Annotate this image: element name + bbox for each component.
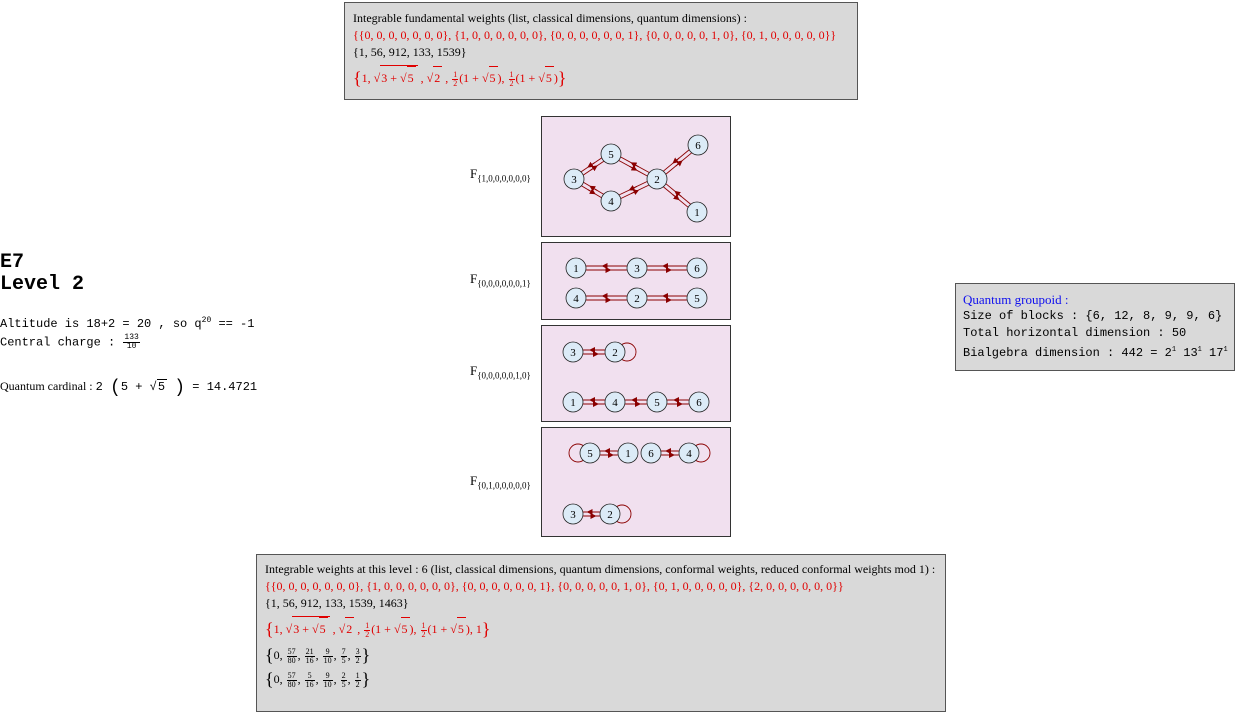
edge-3-4	[582, 186, 602, 198]
edge-2-1	[666, 184, 691, 204]
edge-2-6	[666, 153, 692, 174]
conformal-fraction: $\frac{3}{2}$	[355, 646, 360, 665]
fusion-graph-panel-3	[541, 325, 731, 422]
reduced-fraction: $\frac{2}{5}$	[341, 670, 346, 689]
groupoid-title: Quantum groupoid :	[963, 292, 1069, 307]
node-label-2: 2	[654, 174, 660, 186]
fundamental-classical-dims: {1, 56, 912, 133, 1539}	[353, 45, 467, 59]
reduced-fraction: $\frac{57}{80}$	[287, 670, 296, 689]
node-label-5: 5	[654, 397, 660, 409]
integrable-quantum-dims: {1, √3 + √5 , √2 , $\frac{1}{2}$ (1 + √5 ), $\frac{1}{2}$ (1 + √5 ), 1}	[265, 616, 945, 640]
node-label-4: 4	[573, 293, 579, 305]
fusion-graph-1	[542, 117, 732, 238]
integrable-weights-title: Integrable weights at this level : 6 (list, classical dimensions, quantum dimensions, conformal weights, reduced conformal weights mod 1) :	[265, 562, 936, 576]
fusion-label-2: $F_{\{0,0,0,0,0,0,1\}}$	[470, 271, 531, 289]
conformal-fraction: $\frac{9}{10}$	[323, 646, 332, 665]
fundamental-weights-list: {{0, 0, 0, 0, 0, 0, 0}, {1, 0, 0, 0, 0, 0, 0}, {0, 0, 0, 0, 0, 0, 1}, {0, 0, 0, 0, 0, 1, 0}, {0, 1, 0, 0, 0, 0, 0}}	[353, 28, 837, 42]
node-label-1: 1	[570, 397, 576, 409]
node-label-3: 3	[570, 509, 576, 521]
node-label-2: 2	[607, 509, 613, 521]
fusion-graph-4	[542, 428, 732, 538]
fundamental-weights-box	[344, 2, 858, 100]
conformal-fraction: $\frac{57}{80}$	[287, 646, 296, 665]
fusion-label-1: $F_{\{1,0,0,0,0,0,0\}}$	[470, 166, 531, 184]
node-label-4: 4	[608, 196, 614, 208]
blocks-size: Size of blocks : {6, 12, 8, 9, 9, 6}	[963, 309, 1223, 323]
node-label-5: 5	[587, 448, 593, 460]
conformal-weights: {0, $\frac{57}{80}$ , $\frac{21}{16}$ , $\frac{9}{10}$ , $\frac{7}{5}$ , $\frac{3}{2}$ }	[265, 645, 371, 665]
integrable-weights-box	[256, 554, 946, 712]
edge-5-2	[621, 157, 649, 172]
fusion-label-4: $F_{\{0,1,0,0,0,0,0\}}$	[470, 473, 531, 491]
edge-3-4	[584, 182, 604, 194]
central-charge-line: Central charge : $\frac{133}{10}$	[0, 333, 139, 351]
fundamental-weights-title: Integrable fundamental weights (list, classical dimensions, quantum dimensions) :	[353, 11, 747, 25]
node-label-4: 4	[686, 448, 692, 460]
edge-5-2	[619, 161, 647, 176]
altitude-line: Altitude is 18+2 = 20 , so $q^{20} == -1$	[0, 316, 255, 331]
node-label-4: 4	[612, 397, 618, 409]
node-label-1: 1	[694, 207, 700, 219]
node-label-3: 3	[571, 174, 577, 186]
integrable-classical-dims: {1, 56, 912, 133, 1539, 1463}	[265, 596, 409, 610]
conformal-fraction: $\frac{21}{16}$	[305, 646, 314, 665]
node-label-5: 5	[608, 149, 614, 161]
reduced-fraction: $\frac{5}{16}$	[305, 670, 314, 689]
fusion-graph-panel-4	[541, 427, 731, 537]
reduced-fraction: $\frac{9}{10}$	[323, 670, 332, 689]
node-label-6: 6	[694, 263, 700, 275]
edge-2-6	[663, 150, 689, 171]
integrable-weights-list: {{0, 0, 0, 0, 0, 0, 0}, {1, 0, 0, 0, 0, 0, 0}, {0, 0, 0, 0, 0, 0, 1}, {0, 0, 0, 0, 0, 1, 0}, {0, 1, 0, 0, 0, 0, 0}, {2, 0, 0, 0, 0, 0, 0}}	[265, 579, 844, 593]
node-label-2: 2	[634, 293, 640, 305]
conformal-fractions: $\frac{57}{80}$ , $\frac{21}{16}$ , $\frac{9}{10}$ , $\frac{7}{5}$ , $\frac{3}{2}$	[287, 646, 360, 665]
fundamental-quantum-dims: {1, √3 + √5 , √2 , $\frac{1}{2}$ (1 + √5 ), $\frac{1}{2}$ (1 + √5 )}	[353, 65, 857, 89]
level-label: Level 2	[0, 273, 85, 296]
node-label-6: 6	[695, 140, 701, 152]
group-name: E7	[0, 251, 25, 274]
conformal-fraction: $\frac{7}{5}$	[341, 646, 346, 665]
fusion-graph-2	[542, 243, 732, 321]
reduced-conformal-weights: {0, $\frac{57}{80}$ , $\frac{5}{16}$ , $\frac{9}{10}$ , $\frac{2}{5}$ , $\frac{1}{2}$ }	[265, 669, 371, 689]
fusion-graph-panel-2	[541, 242, 731, 320]
node-label-1: 1	[573, 263, 579, 275]
fusion-graph-3	[542, 326, 732, 423]
bialgebra-dimension: Bialgebra dimension : $442 = 2^1$ $13^1$ $17^1$	[963, 346, 1228, 360]
node-label-3: 3	[570, 347, 576, 359]
reduced-fractions: $\frac{57}{80}$ , $\frac{5}{16}$ , $\frac{9}{10}$ , $\frac{2}{5}$ , $\frac{1}{2}$	[287, 670, 360, 689]
fusion-graph-panel-1	[541, 116, 731, 237]
node-label-6: 6	[696, 397, 702, 409]
node-label-2: 2	[612, 347, 618, 359]
node-label-5: 5	[694, 293, 700, 305]
quantum-cardinal-line: Quantum cardinal : 2 (5 + √5 ) = 14.4721	[0, 378, 258, 398]
node-label-3: 3	[634, 263, 640, 275]
horizontal-dimension: Total horizontal dimension : 50	[963, 326, 1187, 340]
node-label-1: 1	[625, 448, 631, 460]
fusion-label-3: $F_{\{0,0,0,0,0,1,0\}}$	[470, 363, 531, 381]
node-label-6: 6	[648, 448, 654, 460]
reduced-fraction: $\frac{1}{2}$	[355, 670, 360, 689]
edge-2-1	[663, 187, 688, 207]
quantum-groupoid-box	[955, 283, 1235, 371]
